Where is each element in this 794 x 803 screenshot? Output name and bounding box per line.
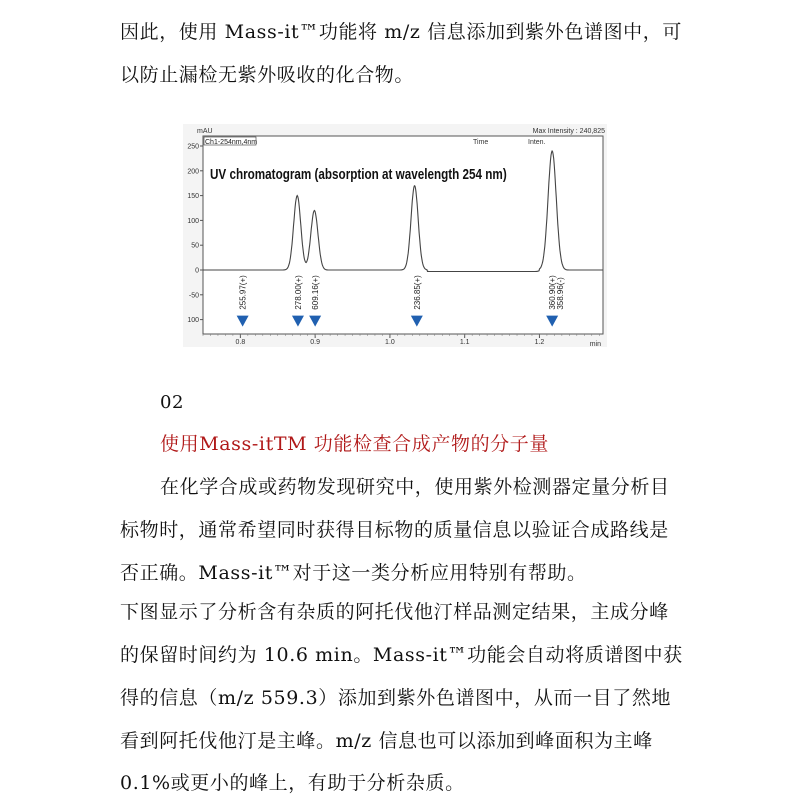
y-axis-unit: mAU xyxy=(197,128,213,135)
x-tick-label: 0.9 xyxy=(310,339,321,346)
y-tick-label: -50 xyxy=(188,292,199,300)
x-tick-label: 0.8 xyxy=(235,339,246,346)
uv-chromatogram-chart xyxy=(183,124,607,347)
x-tick-label: 1.0 xyxy=(385,339,395,346)
paragraph2-line: 在化学合成或药物发现研究中，使用紫外检测器定量分析目 xyxy=(160,476,670,498)
x-axis-unit: min xyxy=(589,341,601,347)
mz-label: 255.97(+) xyxy=(238,275,248,310)
y-tick-label: 200 xyxy=(187,168,199,176)
section-number: 02 xyxy=(160,392,185,413)
paragraph2-line: 标物时，通常希望同时获得目标物的质量信息以验证合成路线是 xyxy=(120,519,669,541)
time-header: Time xyxy=(473,139,489,146)
y-tick-label: 0 xyxy=(195,267,199,275)
y-tick-label: 50 xyxy=(191,242,199,250)
paragraph2-line: 否正确。Mass-it™对于这一类分析应用特别有帮助。 xyxy=(120,562,587,584)
paragraph2-line: 0.1%或更小的峰上，有助于分析杂质。 xyxy=(120,772,465,794)
chart-title: UV chromatogram (absorption at wavelength 254 nm) xyxy=(210,165,507,183)
mz-label: 236.85(+) xyxy=(412,275,422,310)
mz-label: 358.96(-) xyxy=(556,277,566,310)
mz-label: 278.00(+) xyxy=(293,275,303,310)
paragraph1-line: 因此，使用 Mass-it™功能将 m/z 信息添加到紫外色谱图中，可 xyxy=(120,21,682,43)
channel-label: Ch1-254nm,4nm xyxy=(205,139,258,146)
y-tick-label: 100 xyxy=(187,317,199,325)
inten-header: Inten. xyxy=(528,139,546,146)
y-tick-label: 100 xyxy=(187,217,199,225)
paragraph2-line: 下图显示了分析含有杂质的阿托伐他汀样品测定结果，主成分峰 xyxy=(120,601,669,623)
paragraph1-line: 以防止漏检无紫外吸收的化合物。 xyxy=(120,64,415,86)
paragraph2-line: 得的信息（m/z 559.3）添加到紫外色谱图中，从而一目了然地 xyxy=(120,687,672,709)
section-title: 使用Mass-itTM 功能检查合成产物的分子量 xyxy=(160,433,549,455)
paragraph2-line: 看到阿托伐他汀是主峰。m/z 信息也可以添加到峰面积为主峰 xyxy=(120,730,653,752)
mz-label: 360.90(+) xyxy=(548,275,558,310)
paragraph2-line: 的保留时间约为 10.6 min。Mass-it™功能会自动将质谱图中获 xyxy=(120,644,683,666)
x-tick-label: 1.2 xyxy=(534,339,545,346)
max-intensity-label: Max Intensity : 240,825 xyxy=(532,128,605,135)
y-tick-label: 250 xyxy=(187,143,199,151)
y-tick-label: 150 xyxy=(187,193,199,201)
x-tick-label: 1.1 xyxy=(459,339,470,346)
mz-label: 609.16(+) xyxy=(311,275,321,310)
